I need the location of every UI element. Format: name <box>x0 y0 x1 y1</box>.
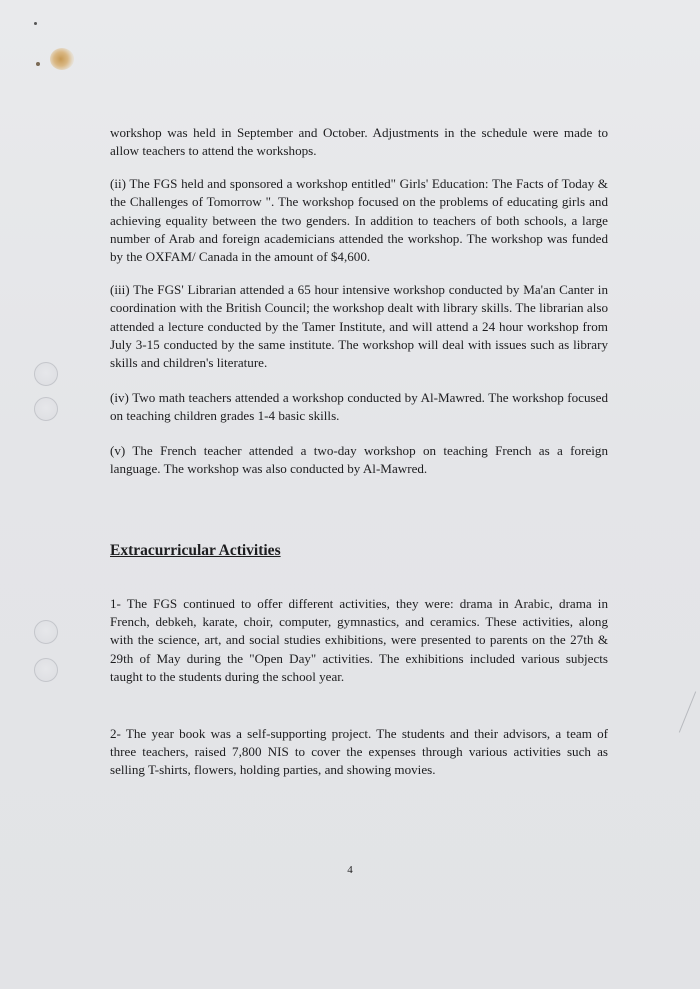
punch-hole-icon <box>34 620 58 644</box>
activity-item-2: 2- The year book was a self-supporting project. The students and their advisors, a team of three teachers, raised 7,800 NIS to cover the expenses through various activities such as selling T-shirts, flowers, holding parties, and showing movies. <box>110 725 608 778</box>
paragraph-workshop-schedule: workshop was held in September and October. Adjustments in the schedule were made to allow teachers to attend the workshops. <box>110 125 608 159</box>
paragraph-girls-education-workshop: (ii) The FGS held and sponsored a workshop entitled" Girls' Education: The Facts of Today & the Challenges of Tomorrow ". The workshop focused on the problems of educating girls and achieving equality between the two genders. In addition to teachers of both schools, a large number of Arab and foreign academicians attended the workshop. The workshop was funded by the OXFAM/ Canada in the amount of $4,600. <box>110 175 608 265</box>
activity-item-1: 1- The FGS continued to offer different activities, they were: drama in Arabic, drama in French, debkeh, karate, choir, computer, gymnastics, and ceramics. These activities, along with the science, art, and social studies exhibitions, were presented to parents on the 27th & 29th of May during the "Open Day" activities. The exhibitions included various subjects taught to the students during the school year. <box>110 595 608 685</box>
paragraph-french-workshop: (v) The French teacher attended a two-day workshop on teaching French as a foreign language. The workshop was also conducted by Al-Mawred. <box>110 442 608 477</box>
document-body <box>110 124 608 780</box>
paragraph-librarian-workshop: (iii) The FGS' Librarian attended a 65 hour intensive workshop conducted by Ma'an Canter in coordination with the British Council; the workshop dealt with library skills. The librarian also attended a lecture conducted by the Tamer Institute, and will attend a 24 hour workshop from July 3-15 conducted by the same institute. The workshop will deal with issues such as library skills and children's literature. <box>110 281 608 371</box>
ink-speck <box>34 22 37 25</box>
punch-hole-icon <box>34 362 58 386</box>
coffee-stain <box>50 48 74 70</box>
ink-speck <box>36 62 40 66</box>
paragraph-math-workshop: (iv) Two math teachers attended a workshop conducted by Al-Mawred. The workshop focused on teaching children grades 1-4 basic skills. <box>110 389 608 424</box>
pencil-mark <box>679 691 696 732</box>
page-number: 4 <box>347 864 353 876</box>
punch-hole-icon <box>34 658 58 682</box>
section-heading: Extracurricular Activities <box>110 541 281 559</box>
punch-hole-icon <box>34 397 58 421</box>
